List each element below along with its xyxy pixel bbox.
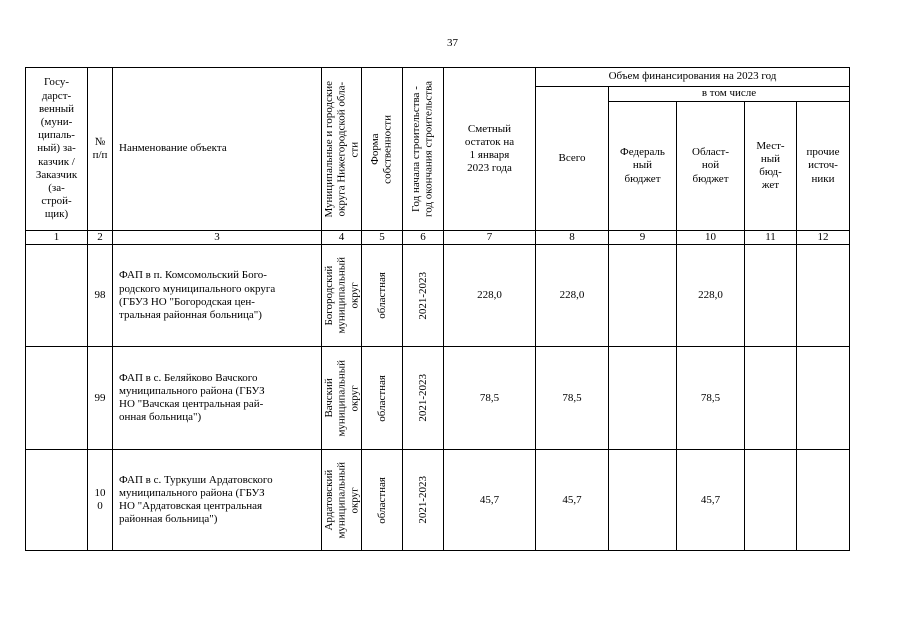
other-header: прочие источ- ники [797,102,850,231]
balance-header: Сметный остаток на 1 января 2023 года [444,68,536,231]
number-header: № п/п [88,68,113,231]
regional-header: Област- ной бюджет [677,102,745,231]
federal-cell [609,245,677,347]
local-cell [745,347,797,450]
years-cell [403,450,444,551]
other-cell [797,450,850,551]
column-number: 1 [26,231,88,245]
number-cell: 10 0 [88,450,113,551]
object-name-header: Нанменование объекта [113,68,322,231]
column-number: 2 [88,231,113,245]
district-text: Вачский муниципальный округ [322,359,360,437]
balance-cell: 78,5 [444,347,536,450]
ownership-text: областная [375,272,388,320]
local-header: Мест- ный бюд- жет [745,102,797,231]
ownership-cell [362,347,403,450]
federal-cell [609,450,677,551]
funding-title-header: Объем финансирования на 2023 год [536,68,850,87]
regional-cell: 45,7 [677,450,745,551]
district-header: Муниципальные и городские округа Нижегородской обла- сти [322,80,360,218]
object-name-cell: ФАП в п. Комсомольский Бого- родского муниципального округа (ГБУЗ НО "Богородская цен- тральная районная больница") [113,245,322,347]
years-cell [403,245,444,347]
customer-cell [26,347,88,450]
district-cell [322,245,362,347]
ownership-cell [362,245,403,347]
ownership-header: Форма собственности [369,114,394,184]
funding-table [25,67,850,551]
other-cell [797,245,850,347]
customer-cell [26,245,88,347]
number-cell: 99 [88,347,113,450]
table-row [26,347,850,450]
object-name-cell: ФАП в с. Туркуши Ардатовского муниципального района (ГБУЗ НО "Ардатовская центральная районная больница") [113,450,322,551]
column-number: 6 [403,231,444,245]
total-cell: 78,5 [536,347,609,450]
column-number: 5 [362,231,403,245]
total-cell: 45,7 [536,450,609,551]
column-number: 10 [677,231,745,245]
header-row-1 [26,68,850,87]
ownership-text: областная [375,374,388,422]
years-text: 2021-2023 [416,374,429,423]
column-number: 7 [444,231,536,245]
years-text: 2021-2023 [416,271,429,320]
including-header: в том числе [609,87,850,102]
district-header-cell [322,68,362,231]
years-cell [403,347,444,450]
ownership-header-cell [362,68,403,231]
district-cell [322,347,362,450]
ownership-text: областная [375,476,388,524]
years-header: Год начала строительства - год окончания строительства [410,81,435,217]
page-number: 37 [447,37,458,49]
total-header: Всего [536,87,609,231]
years-header-cell [403,68,444,231]
balance-cell: 228,0 [444,245,536,347]
number-cell: 98 [88,245,113,347]
column-number: 9 [609,231,677,245]
federal-header: Федераль ный бюджет [609,102,677,231]
column-number: 3 [113,231,322,245]
regional-cell: 228,0 [677,245,745,347]
column-number: 12 [797,231,850,245]
federal-cell [609,347,677,450]
object-name-cell: ФАП в с. Беляйково Вачского муниципального района (ГБУЗ НО "Вачская центральная рай- онная больница") [113,347,322,450]
customer-cell [26,450,88,551]
column-number: 4 [322,231,362,245]
district-text: Ардатовский муниципальный округ [322,461,360,539]
balance-cell: 45,7 [444,450,536,551]
other-cell [797,347,850,450]
customer-header: Госу- дарст- венный (муни- ципаль- ный) за- казчик / Заказчик (за- строй- щик) [26,68,88,231]
column-numbers-row [26,231,850,245]
regional-cell: 78,5 [677,347,745,450]
local-cell [745,245,797,347]
district-cell [322,450,362,551]
table-row [26,450,850,551]
district-text: Богородский муниципальный округ [322,257,360,334]
total-cell: 228,0 [536,245,609,347]
column-number: 8 [536,231,609,245]
table-row [26,245,850,347]
column-number: 11 [745,231,797,245]
local-cell [745,450,797,551]
ownership-cell [362,450,403,551]
years-text: 2021-2023 [416,476,429,525]
